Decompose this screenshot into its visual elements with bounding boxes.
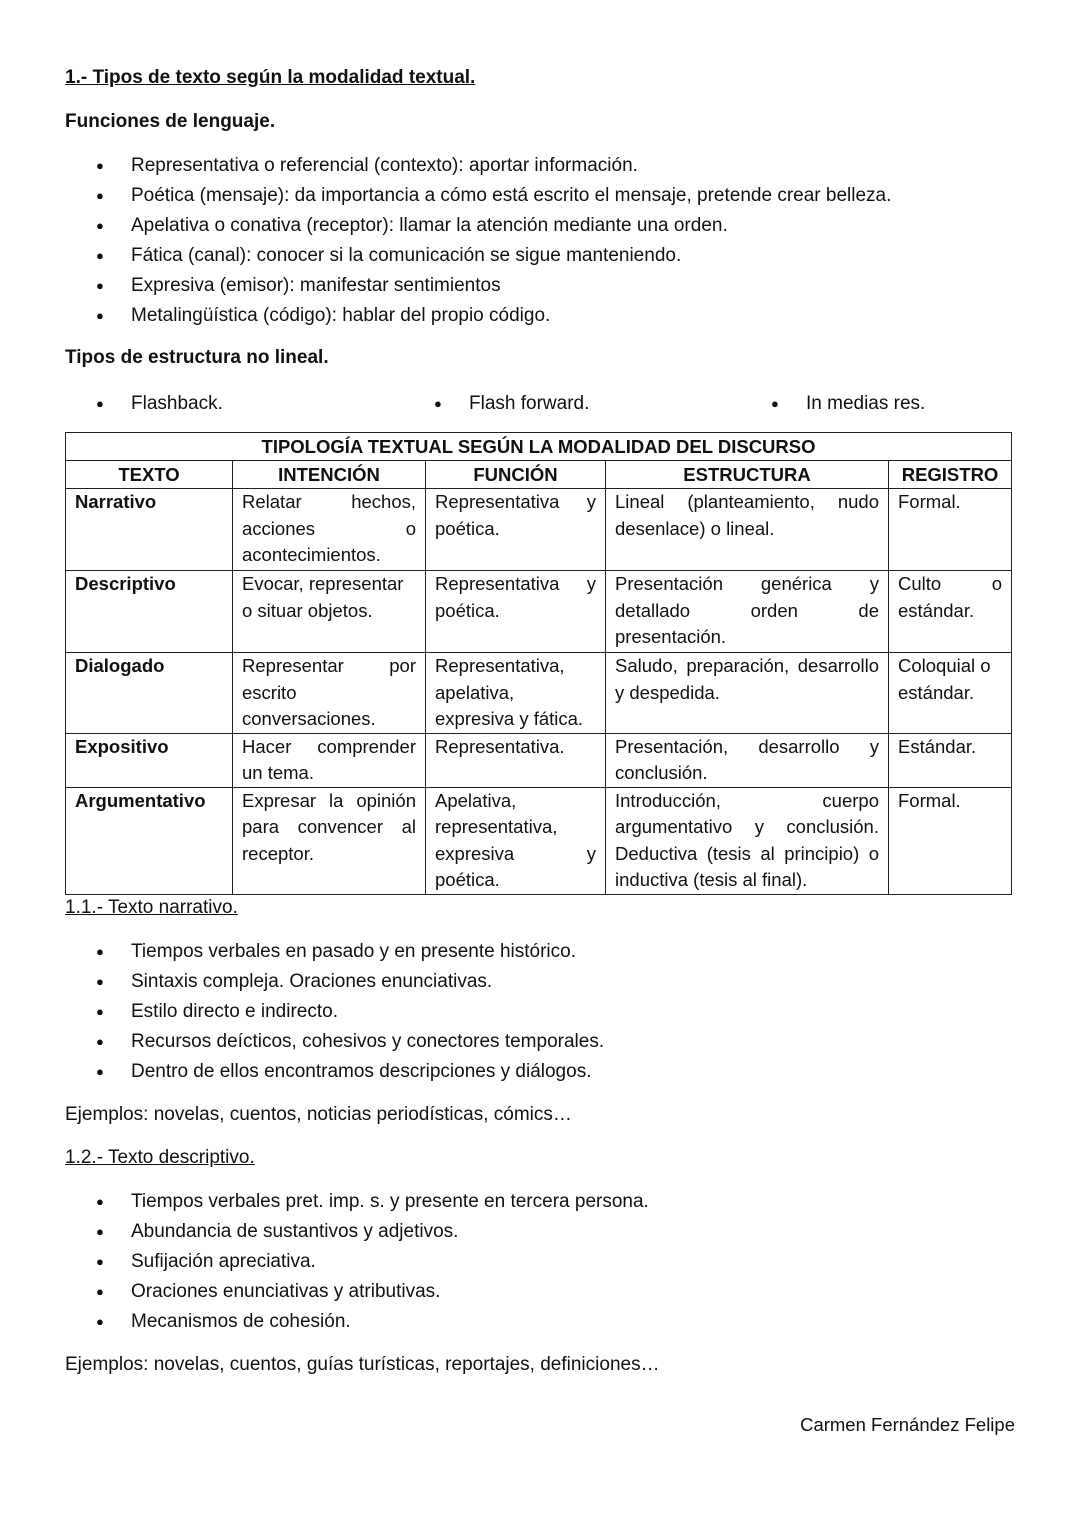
table-cell: Representativa y poética. xyxy=(426,571,606,653)
functions-title: Funciones de lenguaje. xyxy=(65,111,276,132)
table-row xyxy=(66,733,1012,787)
structures-list xyxy=(96,390,996,418)
table-cell: Formal. xyxy=(889,489,1012,571)
list-item: ● Recursos deícticos, cohesivos y conectores temporales. xyxy=(96,1027,604,1057)
table-cell: Representativa. xyxy=(426,733,606,787)
list-item: ● Expresiva (emisor): manifestar sentimientos xyxy=(96,271,891,301)
list-item: ● Poética (mensaje): da importancia a cómo está escrito el mensaje, pretende crear belleza. xyxy=(96,181,891,211)
column-header: FUNCIÓN xyxy=(426,461,606,489)
table-cell: Dialogado xyxy=(66,653,233,734)
table-cell: Saludo, preparación, desarrollo y despedida. xyxy=(606,653,889,734)
list-item: ● Abundancia de sustantivos y adjetivos. xyxy=(96,1217,649,1247)
table-cell: Lineal (planteamiento, nudo desenlace) o lineal. xyxy=(606,489,889,571)
list-item: ● Oraciones enunciativas y atributivas. xyxy=(96,1277,649,1307)
table-cell: Coloquial o estándar. xyxy=(889,653,1012,734)
list-item: ● Fática (canal): conocer si la comunicación se sigue manteniendo. xyxy=(96,241,891,271)
structures-title: Tipos de estructura no lineal. xyxy=(65,347,329,368)
descriptive-heading: 1.2.- Texto descriptivo. xyxy=(65,1147,255,1168)
narrative-examples: Ejemplos: novelas, cuentos, noticias periodísticas, cómics… xyxy=(65,1104,572,1125)
table-caption: TIPOLOGÍA TEXTUAL SEGÚN LA MODALIDAD DEL DISCURSO xyxy=(66,433,1012,461)
list-item: ● Apelativa o conativa (receptor): llamar la atención mediante una orden. xyxy=(96,211,891,241)
list-item: ● Sintaxis compleja. Oraciones enunciativas. xyxy=(96,967,604,997)
list-item: ● Flashback. xyxy=(96,390,223,418)
table-cell: Expositivo xyxy=(66,733,233,787)
narrative-list xyxy=(96,937,604,1087)
table-cell: Descriptivo xyxy=(66,571,233,653)
list-item: ● Mecanismos de cohesión. xyxy=(96,1307,649,1337)
table-cell: Representar por escrito conversaciones. xyxy=(233,653,426,734)
table-cell: Culto o estándar. xyxy=(889,571,1012,653)
list-item: ● In medias res. xyxy=(771,390,925,418)
section-heading: 1.- Tipos de texto según la modalidad textual. xyxy=(65,67,476,88)
typology-table xyxy=(65,432,1012,895)
table-cell: Narrativo xyxy=(66,489,233,571)
author-signature: Carmen Fernández Felipe xyxy=(800,1414,1015,1435)
list-item: ● Metalingüística (código): hablar del propio código. xyxy=(96,301,891,331)
table-header-row xyxy=(66,461,1012,489)
table-cell: Apelativa, representativa, expresiva y poética. xyxy=(426,787,606,894)
table-cell: Introducción, cuerpo argumentativo y conclusión. Deductiva (tesis al principio) o inductiva (tesis al final). xyxy=(606,787,889,894)
table-cell: Presentación, desarrollo y conclusión. xyxy=(606,733,889,787)
list-item: ● Tiempos verbales en pasado y en presente histórico. xyxy=(96,937,604,967)
descriptive-list xyxy=(96,1187,649,1337)
table-row xyxy=(66,787,1012,894)
table-row xyxy=(66,489,1012,571)
column-header: INTENCIÓN xyxy=(233,461,426,489)
list-item: ● Estilo directo e indirecto. xyxy=(96,997,604,1027)
table-cell: Estándar. xyxy=(889,733,1012,787)
table-cell: Evocar, representar o situar objetos. xyxy=(233,571,426,653)
table-cell: Presentación genérica y detallado orden de presentación. xyxy=(606,571,889,653)
narrative-heading: 1.1.- Texto narrativo. xyxy=(65,897,238,918)
table-cell: Hacer comprender un tema. xyxy=(233,733,426,787)
column-header: TEXTO xyxy=(66,461,233,489)
column-header: ESTRUCTURA xyxy=(606,461,889,489)
list-item: ● Flash forward. xyxy=(434,390,589,418)
table-cell: Representativa, apelativa, expresiva y fática. xyxy=(426,653,606,734)
list-item: ● Representativa o referencial (contexto): aportar información. xyxy=(96,151,891,181)
table-row xyxy=(66,571,1012,653)
table-cell: Expresar la opinión para convencer al receptor. xyxy=(233,787,426,894)
table-cell: Relatar hechos, acciones o acontecimientos. xyxy=(233,489,426,571)
list-item: ● Sufijación apreciativa. xyxy=(96,1247,649,1277)
functions-list xyxy=(96,151,891,331)
table-cell: Formal. xyxy=(889,787,1012,894)
descriptive-examples: Ejemplos: novelas, cuentos, guías turísticas, reportajes, definiciones… xyxy=(65,1354,660,1375)
table-cell: Argumentativo xyxy=(66,787,233,894)
table-row xyxy=(66,653,1012,734)
list-item: ● Tiempos verbales pret. imp. s. y presente en tercera persona. xyxy=(96,1187,649,1217)
list-item: ● Dentro de ellos encontramos descripciones y diálogos. xyxy=(96,1057,604,1087)
table-cell: Representativa y poética. xyxy=(426,489,606,571)
column-header: REGISTRO xyxy=(889,461,1012,489)
